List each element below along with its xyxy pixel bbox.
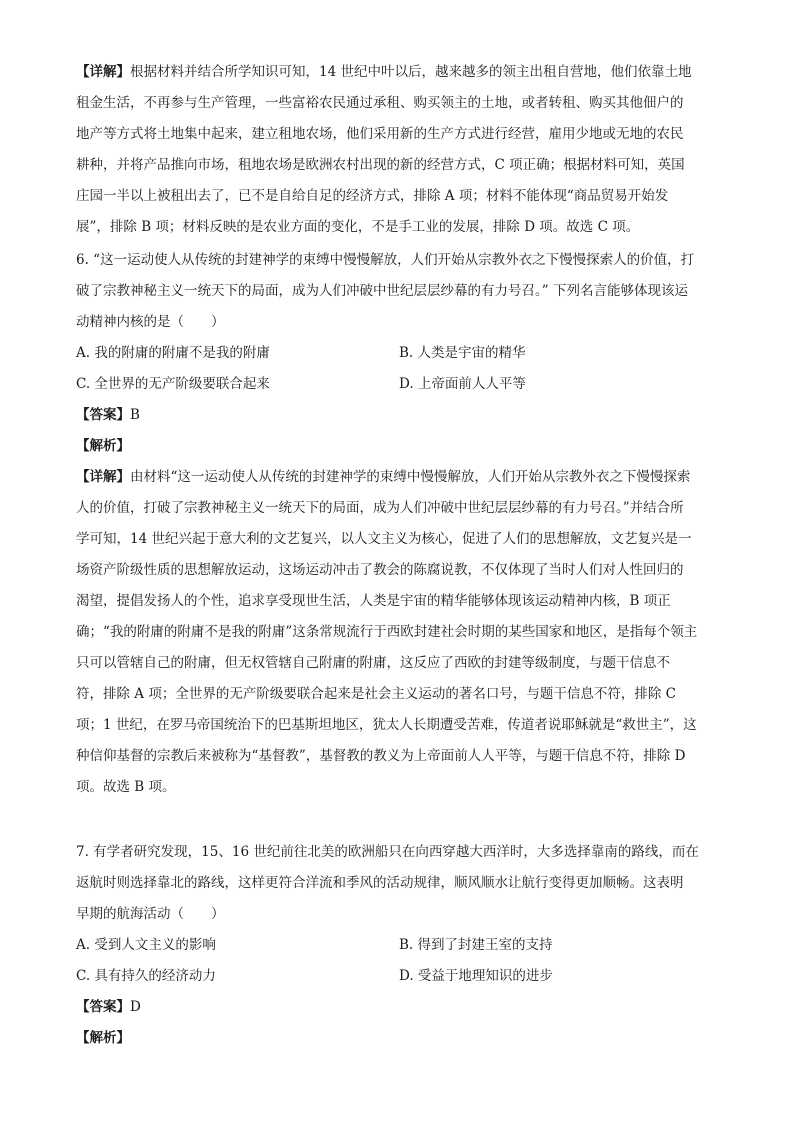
detail-line: 由材料“这一运动使人从传统的封建神学的束缚中慢慢解放，人们开始从宗教外衣之下慢慢探索 [130,469,691,485]
option-a[interactable]: A. 我的附庸的附庸不是我的附庸 [76,345,270,361]
detail-line: 展”，排除 B 项；材料反映的是农业方面的变化，不是手工业的发展，排除 D 项。故选 C 项。 [76,219,640,235]
detail-tag: 【详解】 [76,469,130,485]
detail-line: 根据材料并结合所学知识可知，14 世纪中叶以后，越来越多的领主出租自营地，他们依靠土地 [130,64,692,80]
option-d[interactable]: D. 受益于地理知识的进步 [399,968,553,984]
q5-detail [76,57,716,243]
q6-answer [76,400,716,462]
detail-line: 地产等方式将土地集中起来，建立租地农场，他们采用新的生产方式进行经营，雇用少地或无地的农民 [76,126,684,142]
option-c[interactable]: C. 全世界的无产阶级要联合起来 [76,376,270,392]
detail-line: 场资产阶级性质的思想解放运动，这场运动冲击了教会的陈腐说教，不仅体现了当时人们对人性回归的 [76,562,684,578]
stem-line: 7. 有学者研究发现，15、16 世纪前往北美的欧洲船只在向西穿越大西洋时，大多选择靠南的路线，而在 [76,844,699,860]
detail-line: 渴望，提倡发扬人的个性，追求享受现世生活，人类是宇宙的精华能够体现该运动精神内核，B 项正 [76,593,671,609]
option-c[interactable]: C. 具有持久的经济动力 [76,968,216,984]
answer-tag: 【答案】 [76,407,130,423]
analysis-tag: 【解析】 [76,1030,130,1046]
detail-line: 确；“我的附庸的附庸不是我的附庸”这条常规流行于西欧封建社会时期的某些国家和地区，是指每个领主 [76,624,698,640]
stem-line: 动精神内核的是（ ） [76,314,225,330]
q7-stem [76,837,716,930]
stem-line: 6. “这一运动使人从传统的封建神学的束缚中慢慢解放，人们开始从宗教外衣之下慢慢探索人的价值，打 [76,252,695,268]
detail-line: 项；1 世纪，在罗马帝国统治下的巴基斯坦地区，犹太人长期遭受苦难，传道者说耶稣就是“救世主”，这 [76,717,697,733]
q6-stem [76,245,716,338]
q7-options-row-1 [76,930,716,961]
detail-line: 只可以管辖自己的附庸，但无权管辖自己附庸的附庸，这反应了西欧的封建等级制度，与题干信息不 [76,655,670,671]
stem-line: 返航时则选择靠北的路线，这样更符合洋流和季风的活动规律，顺风顺水让航行变得更加顺畅。这表明 [76,875,684,891]
detail-line: 符，排除 A 项；全世界的无产阶级要联合起来是社会主义运动的著名口号，与题干信息不符，排除 C [76,686,676,702]
answer-value: D [130,999,141,1015]
detail-line: 租金生活，不再参与生产管理，一些富裕农民通过承租、购买领主的土地，或者转租、购买其他佃户的 [76,95,684,111]
detail-line: 人的价值，打破了宗教神秘主义一统天下的局面，成为人们冲破中世纪层层纱幕的有力号召。”并结合所 [76,500,684,516]
q6-options-row-1 [76,338,716,369]
answer-tag: 【答案】 [76,999,130,1015]
q7-answer [76,992,716,1054]
stem-line: 早期的航海活动（ ） [76,906,225,922]
detail-line: 项。故选 B 项。 [76,779,176,795]
detail-line: 耕种，并将产品推向市场，租地农场是欧洲农村出现的新的经营方式，C 项正确；根据材料可知，英国 [76,157,685,173]
q6-options-row-2 [76,369,716,400]
detail-line: 庄园一半以上被租出去了，已不是自给自足的经济方式，排除 A 项；材料不能体现“商品贸易开始发 [76,188,669,204]
option-b[interactable]: B. 人类是宇宙的精华 [399,345,526,361]
detail-tag: 【详解】 [76,64,130,80]
q6-detail [76,462,716,803]
option-b[interactable]: B. 得到了封建王室的支持 [399,937,553,953]
detail-line: 种信仰基督的宗教后来被称为“基督教”，基督教的教义为上帝面前人人平等，与题干信息不符，排除 D [76,748,686,764]
stem-line: 破了宗教神秘主义一统天下的局面，成为人们冲破中世纪层层纱幕的有力号召。” 下列名言能够体现该运 [76,283,688,299]
option-a[interactable]: A. 受到人文主义的影响 [76,937,216,953]
detail-line: 学可知，14 世纪兴起于意大利的文艺复兴，以人文主义为核心，促进了人们的思想解放，文艺复兴是一 [76,531,692,547]
answer-value: B [130,407,140,423]
option-d[interactable]: D. 上帝面前人人平等 [399,376,526,392]
analysis-tag: 【解析】 [76,438,130,454]
q7-options-row-2 [76,961,716,992]
